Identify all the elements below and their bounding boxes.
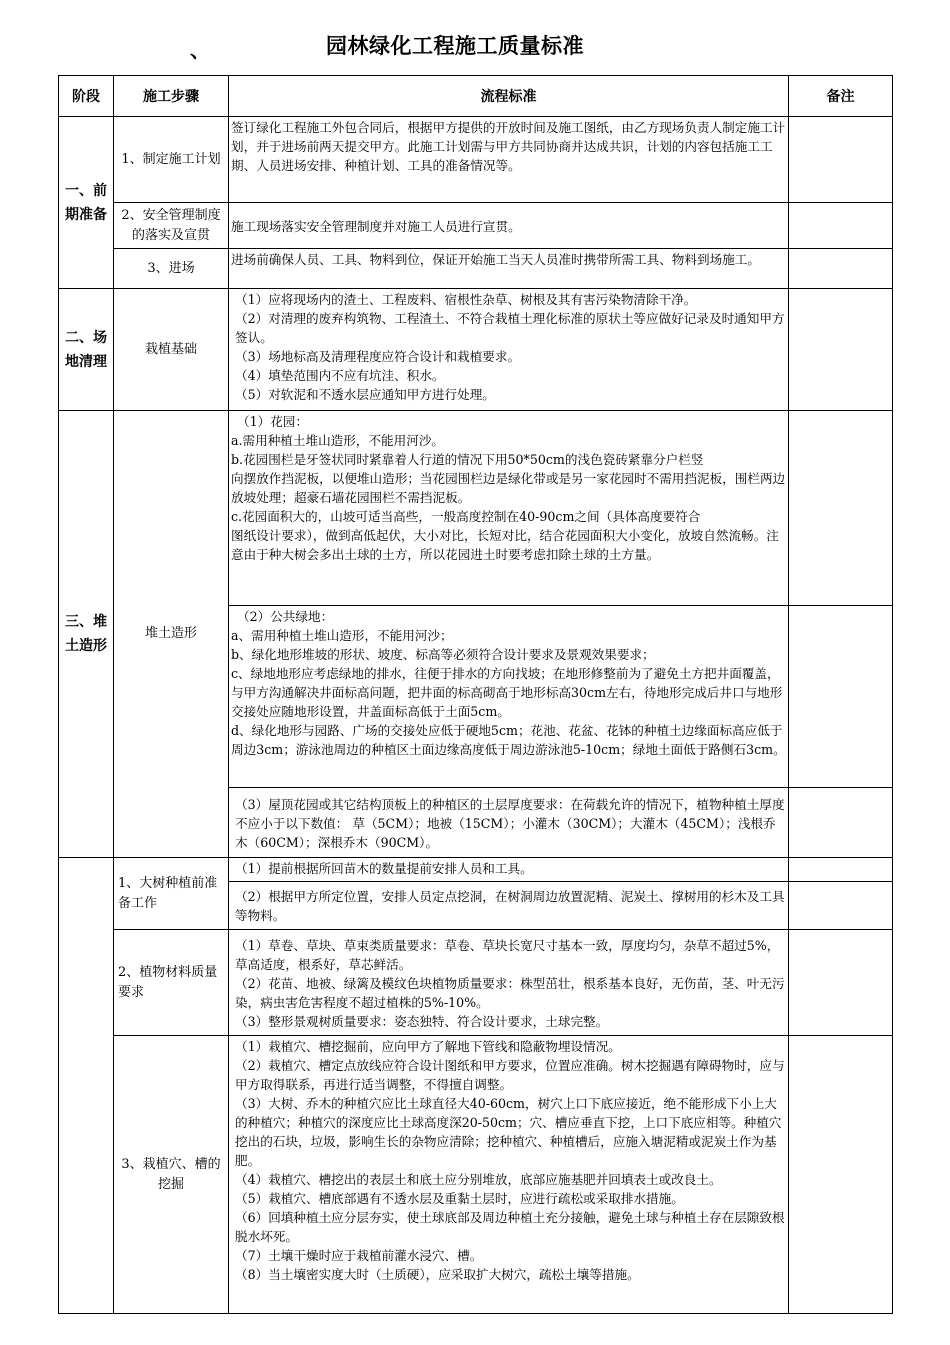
note-cell bbox=[789, 930, 893, 1036]
standard-line: （2）对清理的废弃构筑物、工程渣土、不符合栽植土理化标准的原状土等应做好记录及时通知甲方签认。 bbox=[235, 311, 785, 345]
stage-label: 二、场地清理 bbox=[65, 329, 107, 370]
table-row bbox=[59, 1036, 893, 1314]
standard-line: （4）栽植穴、槽挖出的表层土和底土应分别堆放，底部应施基肥并回填表土或改良土。 bbox=[235, 1172, 722, 1187]
step-cell: 堆土造形 bbox=[114, 411, 229, 858]
standard-cell: （1）提前根据所回苗木的数量提前安排人员和工具。 bbox=[229, 858, 789, 882]
table-row bbox=[59, 858, 893, 882]
table-row bbox=[59, 289, 893, 411]
standard-cell bbox=[229, 289, 789, 411]
note-cell bbox=[789, 858, 893, 882]
standard-line: （4）填垫范围内不应有坑洼、积水。 bbox=[235, 368, 445, 383]
standard-line: （8）当土壤密实度大时（土质硬），应采取扩大树穴，疏松土壤等措施。 bbox=[235, 1267, 640, 1282]
step-cell: 3、进场 bbox=[114, 249, 229, 289]
header-standard: 流程标准 bbox=[229, 76, 789, 117]
note-cell bbox=[789, 1036, 893, 1314]
note-cell bbox=[789, 411, 893, 606]
standard-line: （1）花园： bbox=[237, 414, 308, 429]
standard-line: d、绿化地形与园路、广场的交接处应低于硬地5cm；花池、花盆、花钵的种植土边缘面标高应低于周边3cm；游泳池周边的种植区土面边缘高度低于周边游泳池5-10cm；绿地土面低于路侧石3cm。 bbox=[231, 723, 786, 757]
standard-cell bbox=[229, 606, 789, 788]
standard-line: （1）应将现场内的渣土、工程废料、宿根性杂草、树根及其有害污染物清除干净。 bbox=[235, 292, 697, 307]
standard-cell: （3）屋顶花园或其它结构顶板上的种植区的土层厚度要求：在荷载允许的情况下，植物种植土厚度不应小于以下数值： 草（5CM）；地被（15CM）；小灌木（30CM）；大灌木（45CM）；浅根乔木（60CM）；深根乔木（90CM）。 bbox=[229, 788, 789, 858]
step-cell: 2、植物材料质量要求 bbox=[114, 930, 229, 1036]
header-note: 备注 bbox=[789, 76, 893, 117]
standard-line: b、绿化地形堆坡的形状、坡度、标高等必须符合设计要求及景观效果要求； bbox=[231, 647, 655, 662]
standard-cell bbox=[229, 930, 789, 1036]
table-row bbox=[59, 203, 893, 249]
stage-cell bbox=[59, 858, 114, 1314]
header-step: 施工步骤 bbox=[114, 76, 229, 117]
note-cell bbox=[789, 203, 893, 249]
standard-line: （1）栽植穴、槽挖掘前，应向甲方了解地下管线和隐蔽物埋设情况。 bbox=[235, 1039, 621, 1054]
table-row bbox=[59, 249, 893, 289]
note-cell bbox=[789, 882, 893, 930]
title-mark: 、 bbox=[190, 38, 210, 62]
stage-cell bbox=[59, 117, 114, 289]
stage-label: 一、前期准备 bbox=[65, 182, 107, 223]
standard-line: （2）栽植穴、槽定点放线应符合设计图纸和甲方要求，位置应准确。树木挖掘遇有障碍物时，应与甲方取得联系，再进行适当调整，不得擅自调整。 bbox=[235, 1058, 785, 1092]
standard-line: （2）公共绿地： bbox=[237, 609, 334, 624]
standard-line: （2）花苗、地被、绿篱及模纹色块植物质量要求：株型茁壮，根系基本良好，无伤苗，茎、叶无污染，病虫害危害程度不超过植株的5%-10%。 bbox=[235, 975, 785, 1010]
step-cell: 栽植基础 bbox=[114, 289, 229, 411]
stage-cell bbox=[59, 411, 114, 858]
standard-line: （3）场地标高及清理程度应符合设计和栽植要求。 bbox=[235, 349, 521, 364]
note-cell bbox=[789, 606, 893, 788]
table-row bbox=[59, 930, 893, 1036]
step-cell: 1、制定施工计划 bbox=[114, 117, 229, 203]
standard-line: （7）土壤干燥时应于栽植前灌水浸穴、槽。 bbox=[235, 1248, 483, 1263]
step-cell: 2、安全管理制度的落实及宣贯 bbox=[114, 203, 229, 249]
quality-standard-table bbox=[58, 75, 893, 1314]
step-cell: 3、栽植穴、槽的挖掘 bbox=[114, 1036, 229, 1314]
standard-line: （3）整形景观树质量要求：姿态独特、符合设计要求，土球完整。 bbox=[235, 1013, 609, 1029]
note-cell bbox=[789, 249, 893, 289]
standard-cell bbox=[229, 1036, 789, 1314]
standard-line: （5）栽植穴、槽底部遇有不透水层及重黏土层时，应进行疏松或采取排水措施。 bbox=[235, 1191, 684, 1206]
standard-line: c、绿地地形应考虑绿地的排水，往便于排水的方向找坡；在地形修整前为了避免土方把井面覆盖，与甲方沟通解决井面标高问题，把井面的标高砌高于地形标高30cm左右，待地形完成后井口与地形交接处应随地形设置，井盖面标高低于土面5cm。 bbox=[231, 666, 783, 719]
stage-label: 三、堆土造形 bbox=[65, 614, 107, 654]
note-cell bbox=[789, 289, 893, 411]
standard-cell: 进场前确保人员、工具、物料到位，保证开始施工当天人员准时携带所需工具、物料到场施工。 bbox=[229, 249, 789, 289]
standard-line: 图纸设计要求），做到高低起伏，大小对比，长短对比，结合花园面积大小变化，放坡自然流畅。注意由于种大树会多出土球的土方，所以花园进土时要考虑扣除土球的土方量。 bbox=[231, 528, 779, 562]
page-title: 园林绿化工程施工质量标准 bbox=[326, 34, 584, 58]
standard-cell bbox=[229, 411, 789, 606]
note-cell bbox=[789, 788, 893, 858]
stage-cell bbox=[59, 289, 114, 411]
standard-cell: （2）根据甲方所定位置，安排人员定点挖洞，在树洞周边放置泥精、泥炭土、撑树用的杉木及工具等物料。 bbox=[229, 882, 789, 930]
standard-line: c.花园面积大的，山坡可适当高些，一般高度控制在40-90cm之间（具体高度要符合 bbox=[231, 509, 701, 524]
header-stage: 阶段 bbox=[59, 76, 114, 117]
note-cell bbox=[789, 117, 893, 203]
header-row bbox=[59, 76, 893, 117]
table-row bbox=[59, 117, 893, 203]
standard-line: a、需用种植土堆山造形，不能用河沙； bbox=[231, 628, 453, 643]
standard-line: a.需用种植土堆山造形，不能用河沙。 bbox=[231, 433, 445, 448]
standard-line: （5）对软泥和不透水层应通知甲方进行处理。 bbox=[235, 387, 495, 402]
standard-line: b.花园围栏是牙签状同时紧靠着人行道的情况下用50*50cm的浅色瓷砖紧靠分户栏竖 bbox=[231, 452, 704, 467]
step-cell: 1、大树种植前准备工作 bbox=[114, 858, 229, 930]
table-row bbox=[59, 411, 893, 606]
standard-line: （3）大树、乔木的种植穴应比土球直径大40-60cm，树穴上口下底应接近，绝不能形成下小上大的种植穴；种植穴的深度应比土球高度深20-50cm；穴、槽应垂直下挖，上口下底应相等。种植穴挖出的石块，垃圾，影响生长的杂物应清除；挖种植穴、种植槽后，应施入塘泥精或泥炭土作为基肥。 bbox=[235, 1096, 782, 1168]
standard-line: （1）草卷、草块、草束类质量要求：草卷、草块长宽尺寸基本一致，厚度均匀，杂草不超过5%，草高适度，根系好，草芯鲜活。 bbox=[235, 937, 780, 972]
standard-line: （6）回填种植土应分层夯实，使土球底部及周边种植土充分接触，避免土球与种植土存在层隙致根脱水坏死。 bbox=[235, 1210, 785, 1244]
standard-cell: 施工现场落实安全管理制度并对施工人员进行宣贯。 bbox=[229, 203, 789, 249]
standard-line: 向摆放作挡泥板，以便堆山造形；当花园围栏边是绿化带或是另一家花园时不需用挡泥板，围栏两边放坡处理；超豪石墙花园围栏不需挡泥板。 bbox=[231, 471, 786, 505]
standard-cell: 签订绿化工程施工外包合同后，根据甲方提供的开放时间及施工图纸，由乙方现场负责人制定施工计划，并于进场前两天提交甲方。此施工计划需与甲方共同协商并达成共识，计划的内容包括施工工期、人员进场安排、种植计划、工具的准备情况等。 bbox=[229, 117, 789, 203]
